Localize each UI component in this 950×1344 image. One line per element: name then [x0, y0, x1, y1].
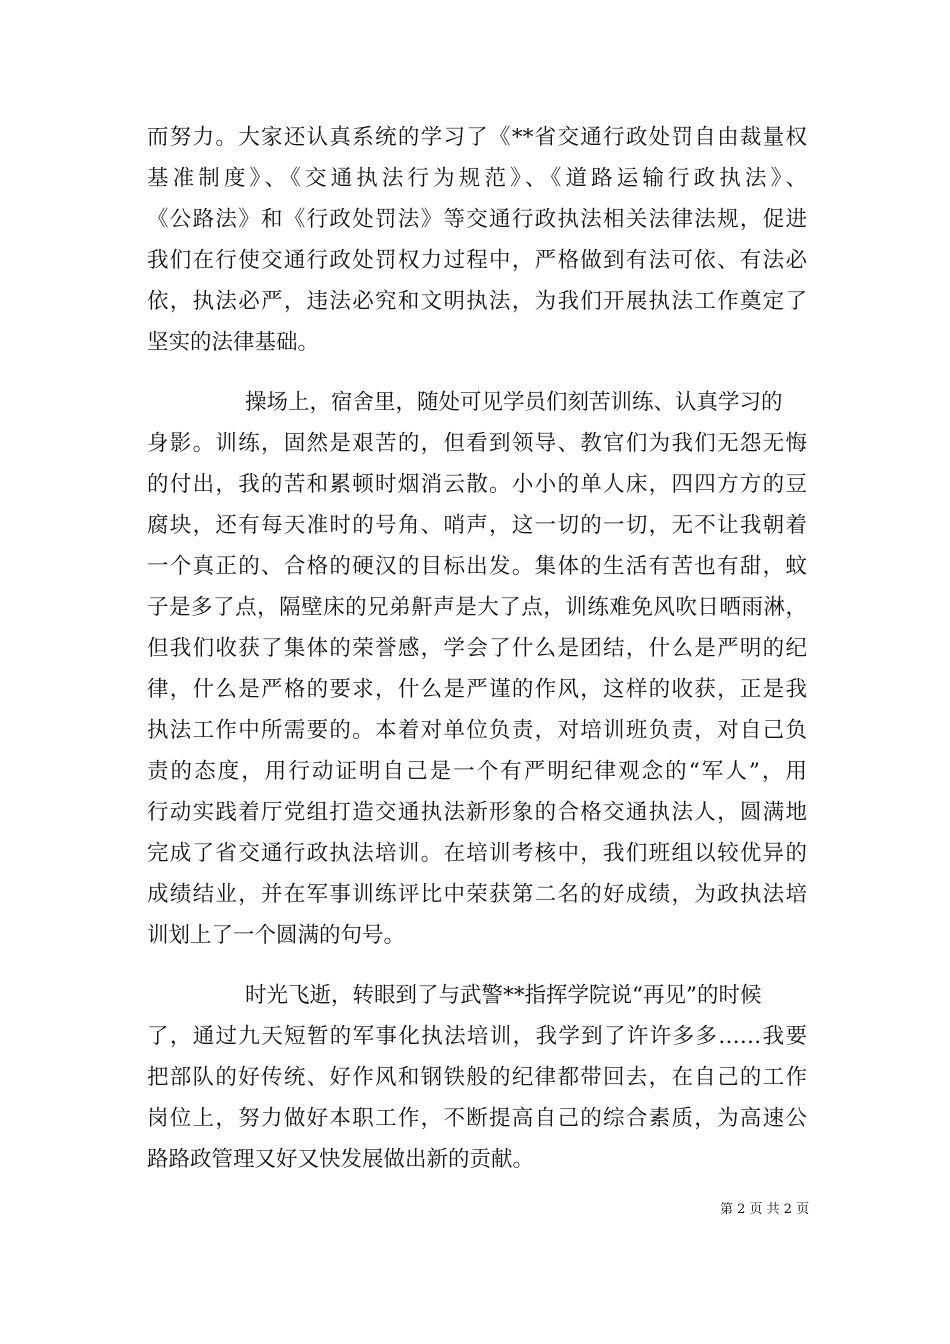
- text-line: 但我们收获了集体的荣誉感，学会了什么是团结，什么是严明的纪: [147, 636, 807, 661]
- text-line: 子是多了点，隔壁床的兄弟鼾声是大了点，训练难免风吹日晒雨淋，: [147, 595, 807, 620]
- text-line: 行动实践着厅党组打造交通执法新形象的合格交通执法人，圆满地: [147, 800, 807, 825]
- text-line: 一个真正的、合格的硬汉的目标出发。集体的生活有苦也有甜，蚊: [147, 554, 807, 579]
- text-line: 《公路法》和《行政处罚法》等交通行政执法相关法律法规，促进: [147, 207, 807, 232]
- text-line: 腐块，还有每天准时的号角、哨声，这一切的一切，无不让我朝着: [147, 513, 807, 538]
- text-line: 成绩结业，并在军事训练评比中荣获第二名的好成绩，为政执法培: [147, 882, 807, 907]
- text-line: 责的态度，用行动证明自己是一个有严明纪律观念的“军人”，用: [147, 759, 807, 784]
- text-line: 而努力。大家还认真系统的学习了《**省交通行政处罚自由裁量权: [147, 125, 807, 150]
- text-line: 把部队的好传统、好作风和钢铁般的纪律都带回去，在自己的工作: [147, 1065, 807, 1090]
- text-line: 律，什么是严格的要求，什么是严谨的作风，这样的收获，正是我: [147, 677, 807, 702]
- text-line: 执法工作中所需要的。本着对单位负责，对培训班负责，对自己负: [147, 718, 807, 743]
- text-line: 了，通过九天短暂的军事化执法培训，我学到了许许多多……我要: [147, 1024, 807, 1049]
- text-line: 我们在行使交通行政处罚权力过程中，严格做到有法可依、有法必: [147, 248, 807, 273]
- text-line: 依，执法必严，违法必究和文明执法，为我们开展执法工作奠定了: [147, 289, 807, 314]
- paragraph-gap: [147, 363, 807, 382]
- text-line: 坚实的法律基础。: [147, 330, 320, 355]
- text-line: 操场上，宿舍里，随处可见学员们刻苦训练、认真学习的: [245, 390, 783, 415]
- text-line: 训划上了一个圆满的句号。: [147, 923, 406, 948]
- text-line: 完成了省交通行政执法培训。在培训考核中，我们班组以较优异的: [147, 841, 807, 866]
- text-line: 的付出，我的苦和累顿时烟消云散。小小的单人床，四四方方的豆: [147, 472, 807, 497]
- document-body: [147, 117, 807, 1180]
- paragraph-gap: [147, 956, 807, 975]
- text-line: 基准制度》、《交通执法行为规范》、《道路运输行政执法》、: [147, 166, 807, 191]
- text-line: 路路政管理又好又快发展做出新的贡献。: [147, 1147, 535, 1172]
- text-line: 时光飞逝，转眼到了与武警**指挥学院说“再见”的时候: [245, 983, 762, 1008]
- page-number-footer: 第 2 页 共 2 页: [720, 1202, 810, 1217]
- text-line: 岗位上，努力做好本职工作，不断提高自己的综合素质，为高速公: [147, 1106, 807, 1131]
- text-line: 身影。训练，固然是艰苦的，但看到领导、教官们为我们无怨无悔: [147, 431, 807, 456]
